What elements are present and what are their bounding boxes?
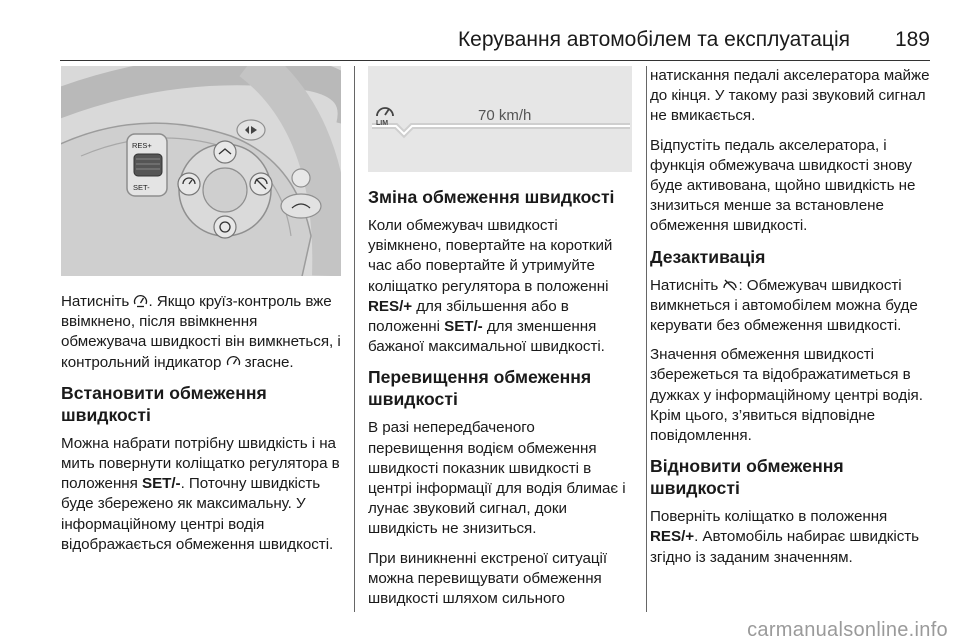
column-middle — [368, 66, 632, 618]
stored-value-paragraph: Значення обмеження швидкості збережеться та відображатиметься в дужках у інформаційному центрі водія. Крім цього, з’явиться відповідне повідомлення. — [650, 346, 923, 445]
set-limit-heading: Встановити обмеження швидкості — [61, 382, 267, 425]
column-right — [650, 66, 930, 577]
accelerator-paragraph: натискання педалі акселератора майже до кінця. У такому разі звуковий сигнал не вмикається. — [650, 67, 930, 125]
exceed-limit-paragraph: В разі непередбаченого перевищення водієм обмеження швидкості показник швидкості в центрі інформації для водія блимає і лунає звуковий сигнал, доки швидкість не знизиться. — [368, 419, 626, 538]
release-pedal-paragraph: Відпустіть педаль акселератора, і функція обмежувача швидкості знову буде активована, щойно швидкість не знизиться менше за встановлене обмеження швидкості. — [650, 136, 916, 235]
watermark: carmanualsonline.info — [747, 619, 948, 641]
res-plus-label: RES+ — [132, 141, 152, 150]
restore-limit-paragraph: Поверніть коліщатко в положення RES/+. Автомобіль набирає швидкість згідно із заданим значенням. — [650, 508, 920, 566]
cruise-control-indicator-icon — [226, 354, 241, 369]
steering-wheel-figure — [61, 66, 341, 276]
change-limit-paragraph: Коли обмежувач швидкості увімкнено, повертайте на короткий час або повертайте й утримуйте коліщатко регулятора в положенні RES/+ для збільшення або в положенні SET/- для зменшення бажаної максимальної швидкості. — [368, 217, 613, 356]
set-limit-paragraph: Можна набрати потрібну швидкість і на мить повернути коліщатко регулятора в положення SET/-. Поточну швидкість буде збережено як максимальну. У інформаційному центрі водія відображається обмеження швидкості. — [61, 434, 340, 553]
emergency-paragraph: При виникненні екстреної ситуації можна перевищувати обмеження швидкості шляхом сильного — [368, 549, 608, 608]
cancel-limiter-icon — [722, 277, 738, 292]
instruction-paragraph: Натисніть . Якщо круїз-контроль вже ввімкнено, після ввімкнення обмежувача швидкості він вимкнеться, і контрольний індикатор згасне. — [61, 293, 341, 371]
column-divider — [354, 66, 355, 612]
speed-limit-display — [368, 66, 632, 172]
change-limit-heading: Зміна обмеження швидкості — [368, 187, 615, 207]
speed-limit-value: 70 km/h — [478, 107, 532, 124]
page-header — [60, 26, 930, 62]
speed-limiter-icon — [133, 293, 148, 308]
deactivation-paragraph: Натисніть : Обмежувач швидкості вимкнеться і автомобілем можна буде керувати без обмеження швидкості. — [650, 276, 918, 335]
steering-wheel-illustration — [61, 66, 341, 276]
driver-info-display-figure — [368, 66, 632, 172]
page-title: Керування автомобілем та експлуатація — [457, 28, 850, 51]
exceed-limit-heading: Перевищення обмеження швидкості — [368, 367, 592, 410]
limit-label: LIM — [376, 120, 389, 127]
deactivation-heading: Дезактивація — [650, 246, 766, 267]
column-divider — [646, 66, 647, 612]
header-rule — [60, 60, 930, 61]
column-left — [61, 66, 341, 564]
page-number: 189 — [894, 28, 930, 51]
set-minus-label: SET- — [133, 183, 150, 192]
restore-limit-heading: Відновити обмеження швидкості — [650, 456, 844, 499]
